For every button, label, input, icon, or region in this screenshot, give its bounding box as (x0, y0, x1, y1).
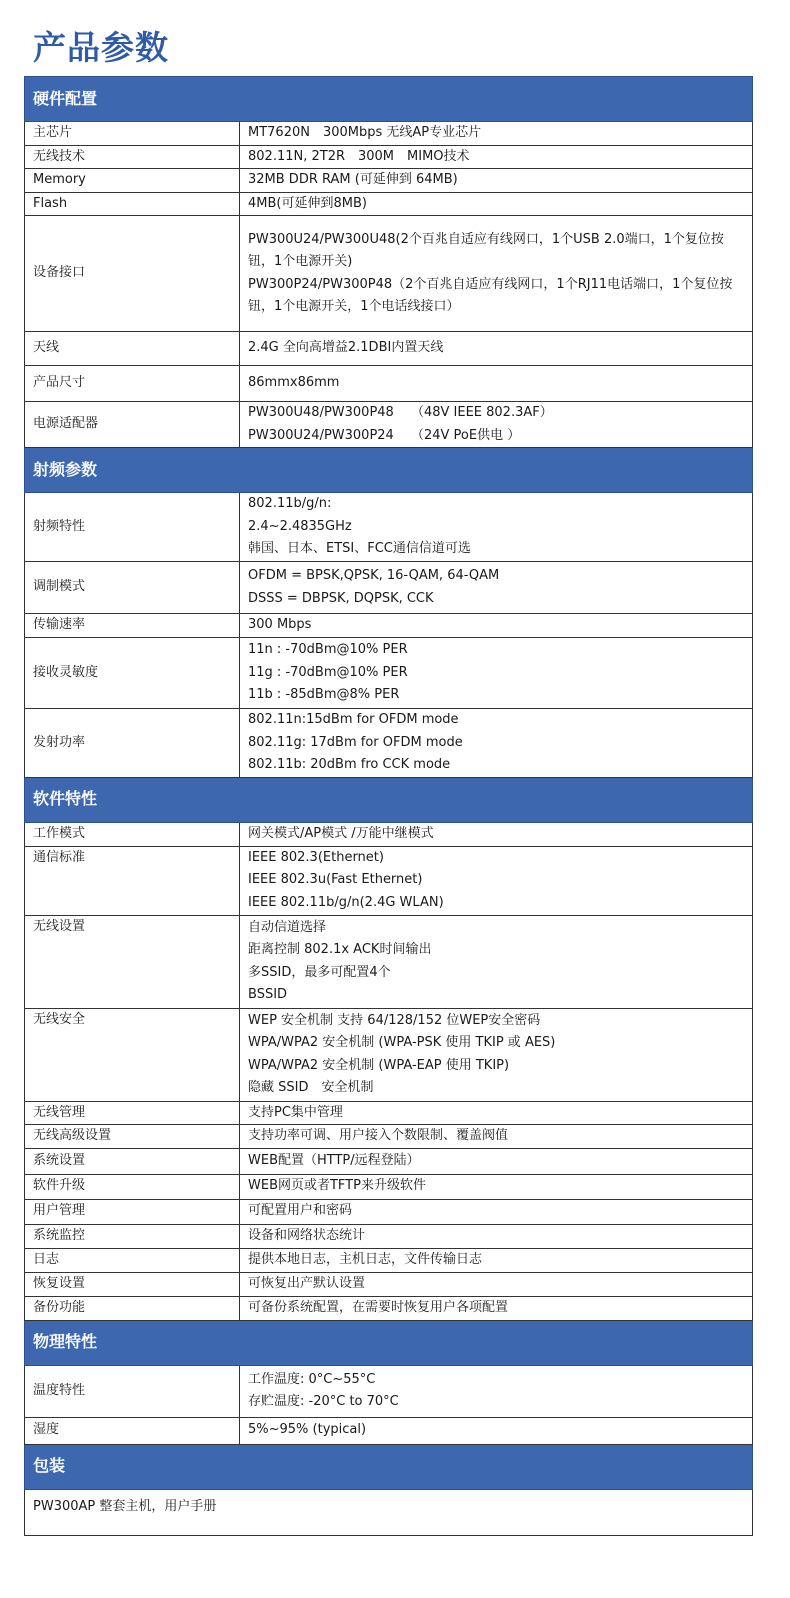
spec-value: 5%~95% (typical) (240, 1417, 753, 1444)
table-row (25, 493, 753, 562)
spec-value: MT7620N 300Mbps 无线AP专业芯片 (240, 122, 753, 146)
spec-value: WEB网页或者TFTP来升级软件 (240, 1174, 753, 1199)
section-header-packaging: 包装 (25, 1444, 753, 1489)
spec-value: 可恢复出产默认设置 (240, 1272, 753, 1296)
spec-key: 用户管理 (25, 1199, 240, 1224)
spec-key: 接收灵敏度 (25, 638, 240, 709)
spec-value-line: 11b : -85dBm@8% PER (248, 687, 400, 703)
table-row (25, 145, 753, 169)
table-row (25, 1248, 753, 1272)
spec-key: 无线设置 (25, 915, 240, 1008)
spec-key: 通信标准 (25, 846, 240, 915)
spec-key: 工作模式 (25, 822, 240, 846)
table-row (25, 122, 753, 146)
spec-value (240, 709, 753, 778)
page-title: 产品参数 (33, 28, 169, 67)
spec-value-line: 自动信道选择 (248, 919, 327, 935)
section-header-rf: 射频参数 (25, 448, 753, 493)
table-row (25, 1101, 753, 1125)
spec-key: 日志 (25, 1248, 240, 1272)
table-row (25, 192, 753, 216)
table-row (25, 638, 753, 709)
spec-value: 可配置用户和密码 (240, 1199, 753, 1224)
table-row (25, 1417, 753, 1444)
spec-value (240, 216, 753, 332)
spec-value-line: PW300P24/PW300P48（2个百兆自适应有线网口，1个RJ11电话端口，1个复位按钮，1个电源开关，1个电话线接口） (248, 276, 733, 314)
spec-value (240, 638, 753, 709)
spec-value-line: OFDM = BPSK,QPSK, 16-QAM, 64-QAM (248, 568, 500, 583)
table-row (25, 1489, 753, 1535)
spec-key: 天线 (25, 332, 240, 366)
spec-value: 提供本地日志，主机日志，文件传输日志 (240, 1248, 753, 1272)
spec-value-line: 11n : -70dBm@10% PER (248, 642, 408, 658)
spec-value-line: WPA/WPA2 安全机制 (WPA-PSK 使用 TKIP 或 AES) (248, 1035, 556, 1050)
spec-key: 无线安全 (25, 1008, 240, 1101)
packaging-contents: PW300AP 整套主机，用户手册 (25, 1489, 753, 1535)
spec-key: 设备接口 (25, 216, 240, 332)
spec-value (240, 493, 753, 562)
spec-key: 温度特性 (25, 1365, 240, 1417)
spec-value: 4MB(可延伸到8MB) (240, 192, 753, 216)
table-row (25, 1008, 753, 1101)
spec-value-line: 11g : -70dBm@10% PER (248, 664, 408, 680)
spec-value-line: 距离控制 802.1x ACK时间输出 (248, 942, 432, 957)
table-row (25, 216, 753, 332)
spec-value: 设备和网络状态统计 (240, 1224, 753, 1248)
table-row (25, 614, 753, 638)
spec-value: 802.11N, 2T2R 300M MIMO技术 (240, 145, 753, 169)
spec-key: 无线高级设置 (25, 1125, 240, 1149)
spec-value-line: WPA/WPA2 安全机制 (WPA-EAP 使用 TKIP) (248, 1057, 510, 1073)
spec-value (240, 915, 753, 1008)
section-header-software: 软件特性 (25, 777, 753, 822)
spec-key: 主芯片 (25, 122, 240, 146)
table-row (25, 822, 753, 846)
table-row (25, 846, 753, 915)
spec-value (240, 402, 753, 448)
spec-value-line: DSSS = DBPSK, DQPSK, CCK (248, 590, 434, 606)
table-row (25, 1199, 753, 1224)
spec-key: 无线管理 (25, 1101, 240, 1125)
spec-key: 射频特性 (25, 493, 240, 562)
spec-key: 备份功能 (25, 1296, 240, 1320)
spec-table (24, 76, 753, 1536)
spec-key: 产品尺寸 (25, 366, 240, 402)
spec-value-line: 802.11n:15dBm for OFDM mode (248, 712, 459, 727)
spec-value-line: IEEE 802.11b/g/n(2.4G WLAN) (248, 894, 444, 910)
spec-key: Memory (25, 169, 240, 193)
spec-value: 支持功率可调、用户接入个数限制、覆盖阀值 (240, 1125, 753, 1149)
spec-value: 32MB DDR RAM (可延伸到 64MB) (240, 169, 753, 193)
table-row (25, 1224, 753, 1248)
spec-value: 支持PC集中管理 (240, 1101, 753, 1125)
table-row (25, 1174, 753, 1199)
table-row (25, 366, 753, 402)
spec-value: 网关模式/AP模式 /万能中继模式 (240, 822, 753, 846)
spec-value-line: 802.11b/g/n: (248, 496, 332, 512)
spec-value-line: 存贮温度: -20°C to 70°C (248, 1394, 399, 1409)
spec-value-line: 隐藏 SSID 安全机制 (248, 1080, 374, 1095)
spec-key: 恢复设置 (25, 1272, 240, 1296)
spec-value: 可备份系统配置，在需要时恢复用户各项配置 (240, 1296, 753, 1320)
spec-value-line: 2.4~2.4835GHz (248, 518, 352, 534)
spec-key: 系统设置 (25, 1148, 240, 1174)
table-row (25, 1272, 753, 1296)
spec-value-line: IEEE 802.3(Ethernet) (248, 849, 384, 865)
spec-table-wrapper (24, 76, 752, 1536)
table-row (25, 915, 753, 1008)
table-row (25, 562, 753, 614)
spec-key: 湿度 (25, 1417, 240, 1444)
spec-value-line: 韩国、日本、ETSI、FCC通信信道可选 (248, 541, 471, 557)
spec-key: 无线技术 (25, 145, 240, 169)
table-row (25, 402, 753, 448)
spec-value: WEB配置（HTTP/远程登陆） (240, 1148, 753, 1174)
spec-key: 调制模式 (25, 562, 240, 614)
spec-value-line: PW300U48/PW300P48 （48V IEEE 802.3AF） (248, 405, 553, 420)
spec-value (240, 562, 753, 614)
table-row (25, 1296, 753, 1320)
spec-key: 软件升级 (25, 1174, 240, 1199)
spec-value-line: 多SSID，最多可配置4个 (248, 964, 391, 980)
table-row (25, 1125, 753, 1149)
spec-value-line: WEP 安全机制 支持 64/128/152 位WEP安全密码 (248, 1012, 541, 1028)
spec-value (240, 846, 753, 915)
section-header-hardware: 硬件配置 (25, 77, 753, 122)
spec-value: 300 Mbps (240, 614, 753, 638)
spec-value-line: IEEE 802.3u(Fast Ethernet) (248, 872, 423, 888)
spec-value: 2.4G 全向高增益2.1DBI内置天线 (240, 332, 753, 366)
spec-value-line: 802.11b: 20dBm fro CCK mode (248, 757, 451, 772)
spec-key: 电源适配器 (25, 402, 240, 448)
spec-key: 发射功率 (25, 709, 240, 778)
spec-value (240, 1008, 753, 1101)
table-row (25, 332, 753, 366)
spec-value (240, 1365, 753, 1417)
spec-key: Flash (25, 192, 240, 216)
table-row (25, 709, 753, 778)
spec-value-line: 工作温度: 0°C~55°C (248, 1371, 376, 1387)
spec-value-line: BSSID (248, 987, 288, 1002)
spec-value-line: 802.11g: 17dBm for OFDM mode (248, 734, 463, 750)
spec-value-line: PW300U24/PW300U48(2个百兆自适应有线网口，1个USB 2.0端口，1个复位按钮，1个电源开关) (248, 231, 724, 269)
table-row (25, 1365, 753, 1417)
table-row (25, 169, 753, 193)
spec-key: 系统监控 (25, 1224, 240, 1248)
spec-value-line: PW300U24/PW300P24 （24V PoE供电 ） (248, 427, 521, 443)
spec-value: 86mmx86mm (240, 366, 753, 402)
table-row (25, 1148, 753, 1174)
section-header-physical: 物理特性 (25, 1320, 753, 1365)
spec-key: 传输速率 (25, 614, 240, 638)
